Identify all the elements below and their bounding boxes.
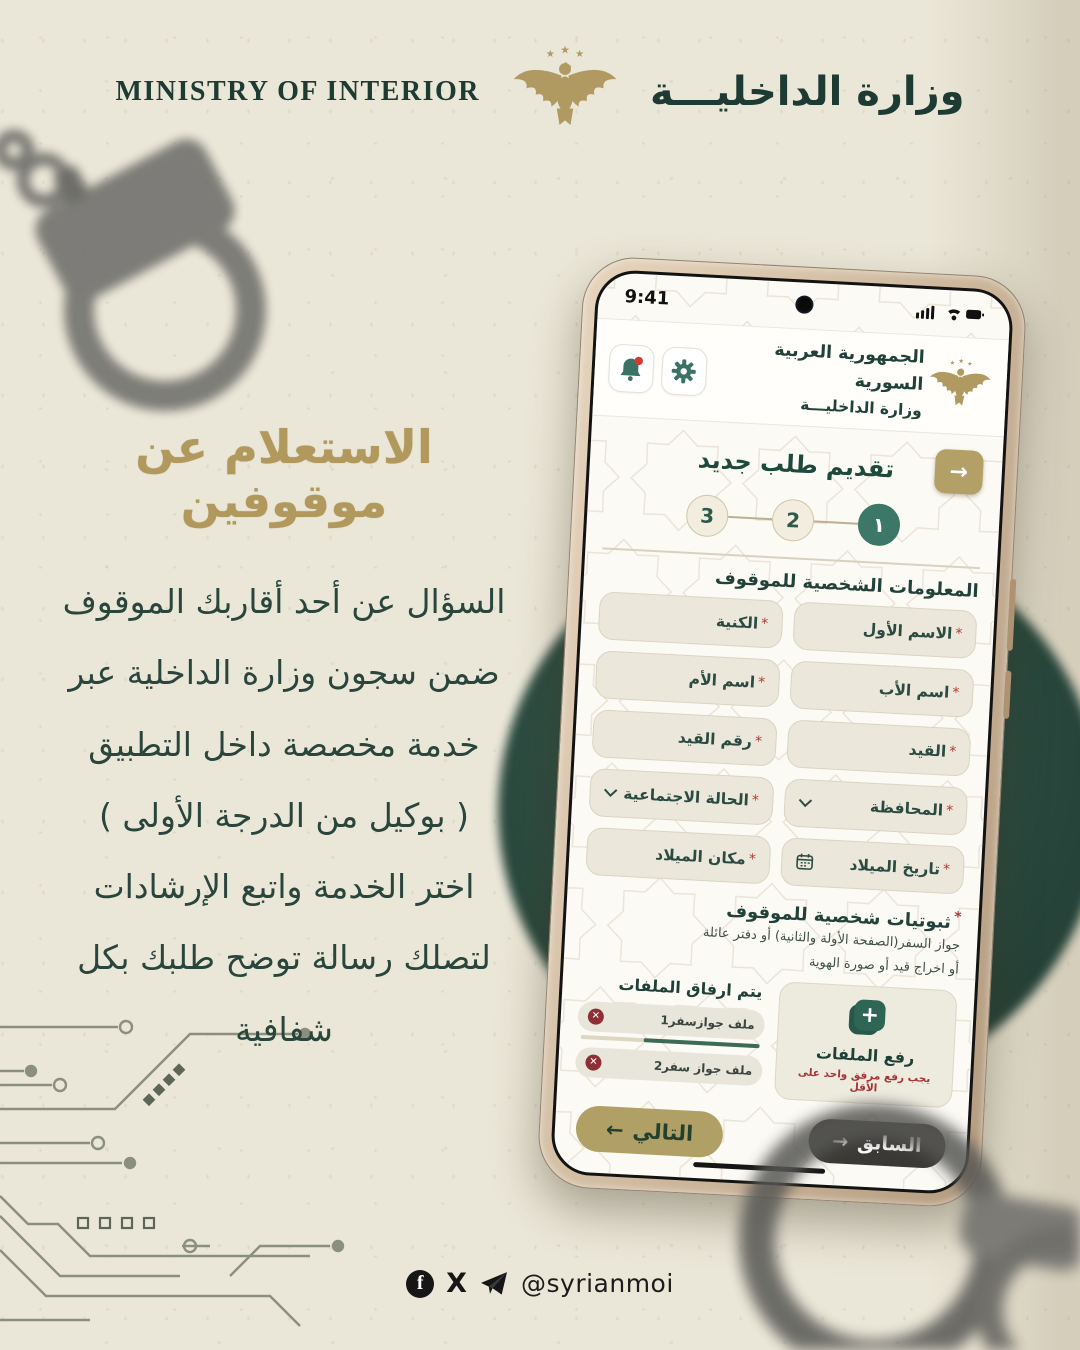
step-1[interactable]: ١ — [857, 503, 901, 547]
remove-file-icon[interactable]: ✕ — [585, 1054, 602, 1071]
gear-icon — [669, 357, 698, 386]
required-asterisk: * — [953, 908, 962, 926]
remove-file-icon[interactable]: ✕ — [587, 1008, 604, 1025]
step-3[interactable]: 3 — [685, 494, 729, 538]
status-time: 9:41 — [624, 285, 670, 309]
facebook-icon[interactable]: f — [406, 1270, 434, 1298]
chevron-down-icon — [603, 788, 617, 798]
hero-line: ( بوكيل من الدرجة الأولى ) — [99, 795, 469, 835]
previous-arrow-icon: → — [831, 1130, 849, 1154]
birth-date-input[interactable]: * تاريخ الميلاد — [780, 837, 966, 895]
chevron-down-icon — [798, 798, 812, 808]
phone-mockup — [536, 255, 1028, 1209]
step-connector — [814, 520, 858, 525]
ministry-title-en: MINISTRY OF INTERIOR — [115, 76, 481, 107]
documents-description-line1: جواز السفر(الصفحة الأولة والثانية) أو دفتر عائلة — [702, 924, 961, 954]
documents-description-line2: أو اخراج قيد أو صورة الهوية — [808, 954, 960, 978]
personal-info-form — [585, 591, 977, 894]
back-arrow-icon: → — [948, 458, 969, 485]
ministry-title-ar: وزارة الداخليـــة — [650, 69, 965, 115]
surname-input[interactable]: * الكنية — [598, 591, 784, 649]
next-label: التالي — [631, 1118, 694, 1146]
notifications-button[interactable] — [608, 343, 655, 393]
phone-frame — [536, 255, 1028, 1209]
hero-line: شفافية — [235, 1009, 333, 1049]
handcuffs-image-bottom-right — [660, 1080, 1080, 1350]
hero-line: ضمن سجون وزارة الداخلية عبر — [68, 653, 500, 693]
app-ministry-title: وزارة الداخليـــة — [799, 395, 923, 420]
page-header — [0, 36, 1080, 148]
hero-line: السؤال عن أحد أقاربك الموقوف — [62, 582, 506, 621]
registry-input[interactable]: * القيد — [786, 719, 972, 777]
next-arrow-icon: ← — [605, 1117, 625, 1143]
app-body — [554, 431, 1003, 1172]
father-name-input[interactable]: * اسم الأب — [789, 660, 975, 718]
file-name: ملف جواز سفر2 — [653, 1058, 753, 1078]
settings-button[interactable] — [660, 346, 707, 396]
birth-place-input[interactable]: * مكان الميلاد — [585, 826, 771, 884]
phone-screen — [550, 269, 1015, 1196]
section-personal-info-title: المعلومات الشخصية للموقوف — [714, 566, 980, 602]
ministry-eagle-logo-icon — [510, 36, 620, 148]
app-eagle-logo-icon — [926, 355, 994, 416]
hero-line: خدمة مخصصة داخل التطبيق — [88, 724, 480, 764]
progress-stepper — [603, 489, 983, 551]
step-connector — [728, 516, 772, 521]
hero-line: اختر الخدمة واتبع الإرشادات — [93, 867, 475, 907]
attached-file-row — [577, 1001, 765, 1041]
back-button[interactable] — [934, 449, 984, 495]
app-header-titles — [712, 334, 925, 423]
upload-label: رفع الملفات — [815, 1043, 915, 1068]
calendar-icon — [794, 852, 814, 872]
page-title: تقديم طلب جديد — [697, 445, 895, 484]
attached-files-list — [574, 971, 767, 1092]
bell-icon — [617, 354, 646, 383]
first-name-input[interactable]: * الاسم الأول — [792, 601, 978, 659]
section-documents-title: ثبوتيات شخصية للموقوف — [725, 899, 952, 933]
hero-title: الاستعلام عن موقوفين — [135, 420, 433, 528]
hero-line: لتصلك رسالة توضح طلبك بكل — [77, 938, 491, 978]
step-2[interactable]: 2 — [771, 498, 815, 542]
marital-status-select[interactable]: * الحالة الاجتماعية — [588, 768, 774, 826]
upload-required-note: يجب رفع مرفق واحد على الأقل — [797, 1066, 931, 1095]
attachments-title: يتم ارفاق الملفات — [618, 974, 763, 1002]
add-file-icon: + — [846, 998, 888, 1040]
app-country-title: الجمهورية العربية السورية — [773, 339, 926, 395]
file-progress-fill — [643, 1038, 759, 1048]
file-name: ملف جوازسفر1 — [660, 1013, 755, 1032]
mother-name-input[interactable]: * اسم الأم — [595, 650, 781, 708]
x-twitter-icon[interactable]: X — [446, 1268, 467, 1299]
hero-copy — [28, 420, 540, 1065]
social-handle: @syrianmoi — [521, 1269, 674, 1298]
governorate-select[interactable]: * المحافظة — [783, 778, 969, 836]
registry-number-input[interactable]: * رقم القيد — [591, 709, 777, 767]
telegram-icon[interactable] — [479, 1271, 509, 1297]
status-icons — [916, 303, 985, 323]
previous-label: السابق — [856, 1131, 923, 1157]
